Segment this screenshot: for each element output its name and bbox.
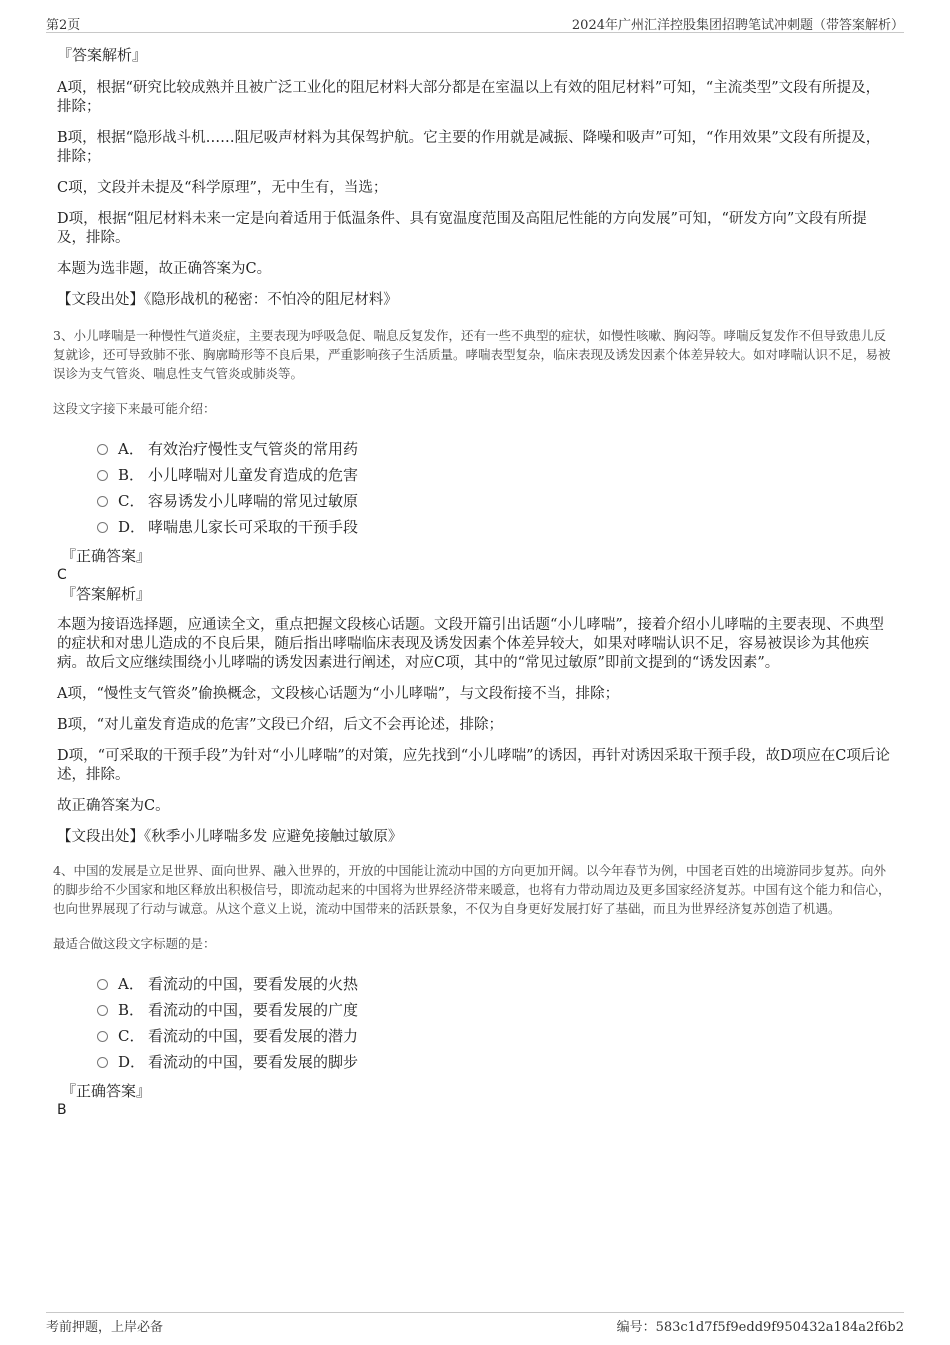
- q4-options: [97, 970, 893, 1074]
- q3-prompt: 这段文字接下来最可能介绍：: [53, 401, 216, 416]
- option-letter: B．: [118, 1000, 145, 1019]
- q2-analysis-para: C项，文段并未提及“科学原理”，无中生有，当选；: [57, 180, 388, 196]
- radio-icon[interactable]: [97, 470, 108, 481]
- option-text: 看流动的中国，要看发展的广度: [148, 1000, 359, 1019]
- radio-icon[interactable]: [97, 1031, 108, 1042]
- option-text: 有效治疗慢性支气管炎的常用药: [148, 439, 359, 458]
- option-letter: B．: [118, 465, 145, 484]
- q3-option-a[interactable]: [97, 435, 893, 461]
- radio-icon[interactable]: [97, 522, 108, 533]
- option-letter: C．: [118, 1026, 145, 1045]
- q3-option-c[interactable]: [97, 487, 893, 513]
- q3-source: 【文段出处】《秋季小儿哮喘多发 应避免接触过敏原》: [57, 829, 403, 845]
- option-text: 看流动的中国，要看发展的脚步: [148, 1052, 359, 1071]
- option-text: 哮喘患儿家长可采取的干预手段: [148, 517, 359, 536]
- q3-option-b[interactable]: [97, 461, 893, 487]
- option-text: 小儿哮喘对儿童发育造成的危害: [148, 465, 359, 484]
- radio-icon[interactable]: [97, 979, 108, 990]
- q4-answer-label: 『正确答案』: [61, 1082, 152, 1100]
- q2-analysis-para: A项，根据“研究比较成熟并且被广泛工业化的阻尼材料大部分都是在室温以上有效的阻尼材料”可知，“主流类型”文段有所提及，排除；: [57, 80, 881, 115]
- q4-answer: B: [57, 1102, 67, 1118]
- page-header: [46, 12, 904, 33]
- q3-answer-block: [57, 547, 893, 604]
- option-letter: A．: [118, 974, 144, 993]
- radio-icon[interactable]: [97, 1057, 108, 1068]
- q3-answer: C: [57, 567, 67, 583]
- q2-analysis-para: 本题为选非题，故正确答案为C。: [57, 261, 272, 277]
- footer-serial: 编号：583c1d7f5f9edd9f950432a184a2f6b2: [616, 1320, 904, 1335]
- q4-option-c[interactable]: [97, 1022, 893, 1048]
- q3-options: [97, 435, 893, 539]
- radio-icon[interactable]: [97, 444, 108, 455]
- q3-analysis-para: 本题为接语选择题，应通读全文，重点把握文段核心话题。文段开篇引出话题“小儿哮喘”，接着介绍小儿哮喘的主要表现、不典型的症状和对患儿造成的不良后果，随后指出哮喘临床表现及诱发因素个体差异较大，如果对哮喘认识不足，容易被误诊为其他疾病。故后文应继续围绕小儿哮喘的诱发因素进行阐述，对应C项，其中的“常见过敏原”即前文提到的“诱发因素”。: [57, 617, 884, 671]
- option-letter: A．: [118, 439, 144, 458]
- radio-icon[interactable]: [97, 1005, 108, 1016]
- option-letter: C．: [118, 491, 145, 510]
- q3-answer-label: 『正确答案』: [61, 547, 152, 565]
- q3-analysis-para: A项，“慢性支气管炎”偷换概念，文段核心话题为“小儿哮喘”，与文段衔接不当，排除；: [57, 686, 620, 702]
- q2-source: 【文段出处】《隐形战机的秘密：不怕冷的阻尼材料》: [57, 292, 398, 308]
- q3-option-d[interactable]: [97, 513, 893, 539]
- document-title: 2024年广州汇洋控股集团招聘笔试冲刺题（带答案解析）: [571, 18, 904, 33]
- option-letter: D．: [118, 517, 146, 536]
- q4-option-b[interactable]: [97, 996, 893, 1022]
- q2-analysis-label: 『答案解析』: [57, 46, 148, 64]
- q4-option-d[interactable]: [97, 1048, 893, 1074]
- q3-analysis-label: 『答案解析』: [61, 585, 152, 603]
- option-letter: D．: [118, 1052, 146, 1071]
- q4-answer-block: [57, 1082, 893, 1120]
- page-number: 第2页: [46, 18, 81, 33]
- q4-text: 4、中国的发展是立足世界、面向世界、融入世界的，开放的中国能让流动中国的方向更加开阔。以今年春节为例，中国老百姓的出境游同步复苏。向外的脚步给不少国家和地区释放出积极信号，即流动起来的中国将为世界经济带来暖意，也将有力带动周边及更多国家经济复苏。中国有这个能力和信心，也向世界展现了行动与诚意。从这个意义上说，流动中国带来的活跃景象，不仅为自身更好发展打好了基础，而且为世界经济复苏创造了机遇。: [53, 863, 891, 916]
- page-footer: [46, 1312, 904, 1335]
- q4-option-a[interactable]: [97, 970, 893, 996]
- q2-analysis-para: D项，根据“阻尼材料未来一定是向着适用于低温条件、具有宽温度范围及高阻尼性能的方向发展”可知，“研发方向”文段有所提及，排除。: [57, 211, 867, 246]
- q3-analysis-para: B项，“对儿童发育造成的危害”文段已介绍，后文不会再论述，排除；: [57, 717, 503, 733]
- q3-analysis-para: D项，“可采取的干预手段”为针对“小儿哮喘”的对策，应先找到“小儿哮喘”的诱因，再针对诱因采取干预手段，故D项应在C项后论述，排除。: [57, 748, 890, 783]
- option-text: 看流动的中国，要看发展的火热: [148, 974, 359, 993]
- radio-icon[interactable]: [97, 496, 108, 507]
- footer-slogan: 考前押题，上岸必备: [46, 1320, 164, 1335]
- q4-prompt: 最适合做这段文字标题的是：: [53, 936, 216, 951]
- q2-analysis-para: B项，根据“隐形战斗机……阻尼吸声材料为其保驾护航。它主要的作用就是减振、降噪和吸声”可知，“作用效果”文段有所提及，排除；: [57, 130, 881, 165]
- q3-analysis-para: 故正确答案为C。: [57, 798, 170, 814]
- option-text: 看流动的中国，要看发展的潜力: [148, 1026, 359, 1045]
- q3-text: 3、小儿哮喘是一种慢性气道炎症，主要表现为呼吸急促、喘息反复发作，还有一些不典型的症状，如慢性咳嗽、胸闷等。哮喘反复发作不但导致患儿反复就诊，还可导致肺不张、胸廓畸形等不良后果，严重影响孩子生活质量。哮喘表型复杂，临床表现及诱发因素个体差异较大。如对哮喘认识不足，易被误诊为支气管炎、喘息性支气管炎或肺炎等。: [53, 328, 891, 381]
- option-text: 容易诱发小儿哮喘的常见过敏原: [148, 491, 359, 510]
- page-content: [53, 46, 893, 1132]
